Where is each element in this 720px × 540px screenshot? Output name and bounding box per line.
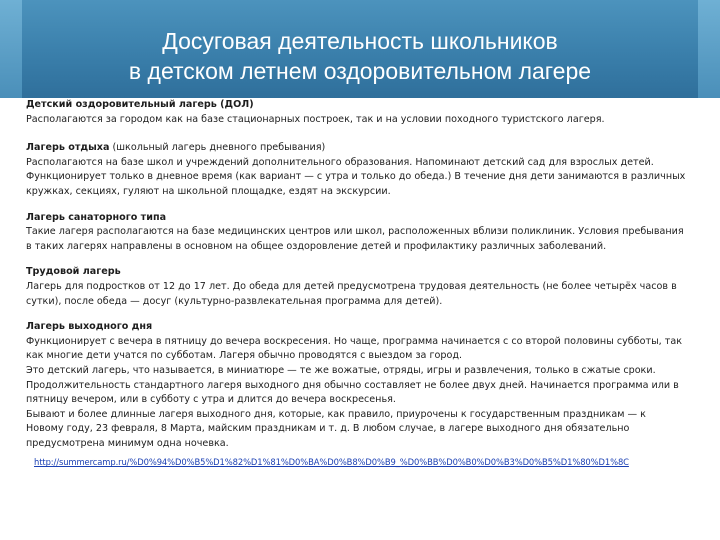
- section-title: Лагерь выходного дня: [26, 321, 153, 333]
- section-title: Трудовой лагерь: [26, 266, 121, 278]
- section-weekend-camp: [26, 320, 686, 451]
- section-dol: [26, 98, 686, 127]
- section-paragraph: Такие лагеря располагаются на базе медицинских центров или школ, расположенных вблизи поликлиник. Условия пребывания в таких лагерях направлены в основном на общее оздоровление детей и профилактику различных заболеваний.: [26, 226, 684, 252]
- section-paragraph: Располагаются на базе школ и учреждений дополнительного образования. Напоминают детский сад для взрослых детей. Функционирует только в дневное время (как вариант — с утра и только до обеда.) В течение дня дети занимаются в различных кружках, секциях, гуляют на школьной площадке, ездят на экскурсии.: [26, 156, 686, 197]
- slide-title-line-1: Досуговая деятельность школьников: [162, 28, 558, 54]
- section-title-text: Лагерь отдыха: [26, 142, 110, 154]
- slide-body: [26, 98, 686, 470]
- section-title: Лагерь санаторного типа: [26, 211, 167, 223]
- source-link[interactable]: http://summercamp.ru/%D0%94%D0%B5%D1%82%D1%81%D0%BA%D0%B8%D0%B9_%D0%BB%D0%B0%D0%B3%D0%B5%D1%80%D1%8C: [34, 457, 629, 468]
- section-labor-camp: [26, 265, 686, 309]
- section-paragraph: Бывают и более длинные лагеря выходного дня, которые, как правило, приурочены к государственным праздникам — к Новому году, 23 февраля, 8 Марта, майским праздникам и т. д. В любом случае, в лагере выходного дня обязательно предусмотрена минимум одна ночевка.: [26, 408, 646, 449]
- section-paragraph: Продолжительность стандартного лагеря выходного дня обычно составляет не более двух дней. Начинается программа или в пятницу вечером, или в субботу с утра и длится до вечера воскресенья.: [26, 379, 679, 406]
- section-sanatorium-camp: [26, 211, 686, 255]
- section-paragraph: Функционирует с вечера в пятницу до вечера воскресения. Но чаще, программа начинается с со второй половины субботы, так как многие дети учатся по субботам. Лагеря обычно проводятся с выездом за город.: [26, 335, 683, 362]
- section-title: [26, 141, 686, 156]
- section-rest-camp: [26, 141, 686, 199]
- title-banner: [0, 0, 720, 98]
- section-paragraph: Лагерь для подростков от 12 до 17 лет. До обеда для детей предусмотрена трудовая деятельность (не более четырёх часов в сутки), после обеда — досуг (культурно-развлекательная программа для детей).: [26, 280, 677, 307]
- slide-title: [22, 26, 698, 86]
- section-paragraph: Это детский лагерь, что называется, в миниатюре — те же вожатые, отряды, игры и развлечения, только в сжатые сроки.: [26, 364, 656, 376]
- slide-title-line-2: в детском летнем оздоровительном лагере: [128, 58, 592, 84]
- section-paragraph: Располагаются за городом как на базе стационарных построек, так и на условии походного туристского лагеря.: [26, 113, 605, 125]
- section-title-suffix: (школьный лагерь дневного пребывания): [109, 142, 326, 154]
- section-title: Детский оздоровительный лагерь (ДОЛ): [26, 99, 254, 110]
